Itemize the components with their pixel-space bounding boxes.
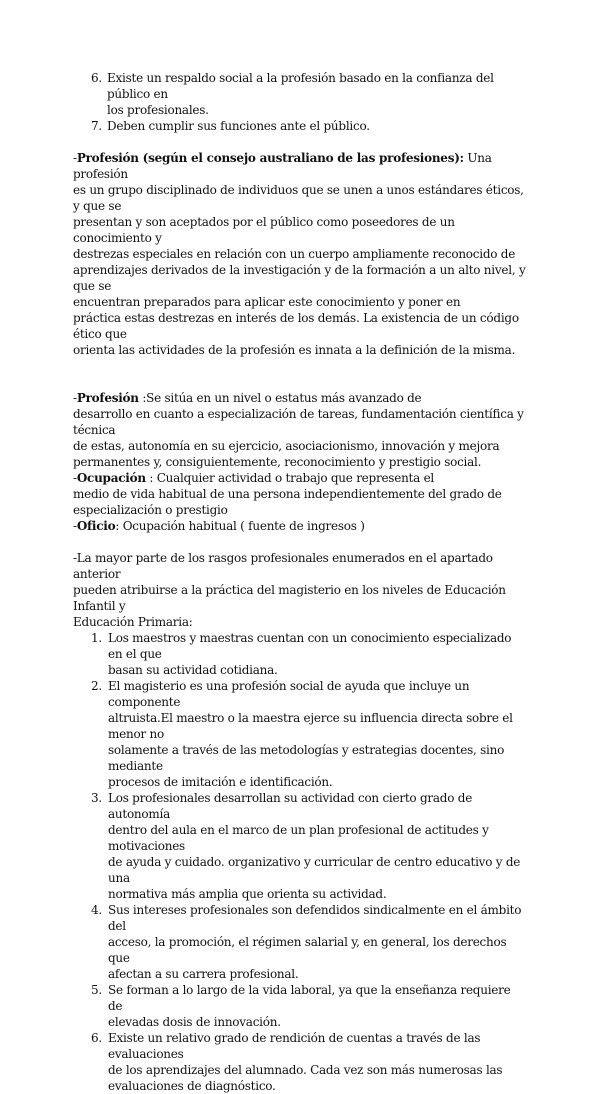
list-line: Sus intereses profesionales son defendidos sindicalmente en el ámbito del	[108, 903, 522, 933]
definition-line: especialización o prestigio	[73, 503, 228, 517]
definition-line: Una profesión	[73, 151, 492, 181]
list-item	[73, 1030, 528, 1094]
definition-australia	[73, 150, 528, 358]
list-item	[73, 70, 528, 118]
list-line: de ayuda y cuidado. organizativo y curricular de centro educativo y de una	[108, 855, 521, 885]
list-line: Se forman a lo largo de la vida laboral, ya que la enseñanza requiere de	[108, 983, 511, 1013]
list-number: 2.	[91, 679, 102, 693]
list-number: 7.	[91, 119, 102, 133]
list-item	[73, 678, 528, 790]
definition-line: : Ocupación habitual ( fuente de ingresos )	[115, 519, 365, 533]
definition-line: de estas, autonomía en su ejercicio, asociacionismo, innovación y mejora	[73, 439, 500, 453]
rasgos-list	[73, 630, 528, 1094]
dash: -	[73, 391, 77, 405]
list-line: elevadas dosis de innovación.	[108, 1015, 281, 1029]
list-item	[73, 630, 528, 678]
list-line: afectan a su carrera profesional.	[108, 967, 299, 981]
definition-line: destrezas especiales en relación con un cuerpo ampliamente reconocido de	[73, 247, 516, 261]
list-line: Deben cumplir sus funciones ante el público.	[107, 119, 370, 133]
list-number: 4.	[91, 903, 102, 917]
term-ocupacion: Ocupación	[76, 471, 146, 485]
list-number: 3.	[91, 791, 102, 805]
definition-line: aprendizajes derivados de la investigación y de la formación a un alto nivel, y que se	[73, 263, 526, 293]
definition-line: práctica estas destrezas en interés de los demás. La existencia de un código ético que	[73, 311, 519, 341]
top-list	[73, 70, 528, 134]
list-line: solamente a través de las metodologías y estrategias docentes, sino mediante	[108, 743, 505, 773]
dash: -	[73, 151, 77, 165]
dash: -	[73, 471, 77, 485]
dash: -	[73, 519, 77, 533]
definition-line: presentan y son aceptados por el público como poseedores de un conocimiento y	[73, 215, 455, 245]
list-number: 1.	[91, 631, 102, 645]
definition-profesion	[73, 390, 528, 470]
definition-oficio	[73, 518, 528, 534]
list-item	[73, 118, 528, 134]
definition-line: permanentes y, consiguientemente, reconocimiento y prestigio social.	[73, 455, 482, 469]
definition-ocupacion	[73, 470, 528, 518]
definition-line: :Se sitúa en un nivel o estatus más avanzado de	[138, 391, 422, 405]
list-line: Los profesionales desarrollan su actividad con cierto grado de autonomía	[108, 791, 473, 821]
list-line: Existe un relativo grado de rendición de cuentas a través de las evaluaciones	[108, 1031, 481, 1061]
list-line: altruista.El maestro o la maestra ejerce su influencia directa sobre el menor no	[108, 711, 513, 741]
definition-line: desarrollo en cuanto a especialización de tareas, fundamentación científica y técnica	[73, 407, 524, 437]
term-profesion-australia: Profesión (según el consejo australiano de las profesiones):	[76, 151, 464, 165]
list-line: procesos de imitación e identificación.	[108, 775, 333, 789]
intro-paragraph	[73, 550, 528, 630]
list-item	[73, 790, 528, 902]
term-oficio: Oficio	[76, 519, 116, 533]
definition-line: : Cualquier actividad o trabajo que representa el	[145, 471, 435, 485]
definition-line: medio de vida habitual de una persona independientemente del grado de	[73, 487, 502, 501]
list-line: Los maestros y maestras cuentan con un conocimiento especializado en el que	[108, 631, 512, 661]
list-item	[73, 902, 528, 982]
list-item	[73, 982, 528, 1030]
list-line: normativa más amplia que orienta su actividad.	[108, 887, 387, 901]
list-number: 6.	[91, 1031, 102, 1045]
list-line: los profesionales.	[107, 103, 209, 117]
list-line: acceso, la promoción, el régimen salarial y, en general, los derechos que	[108, 935, 507, 965]
list-number: 6.	[91, 71, 102, 85]
definition-line: es un grupo disciplinado de individuos que se unen a unos estándares éticos, y que se	[73, 183, 524, 213]
intro-line: -La mayor parte de los rasgos profesionales enumerados en el apartado anterior	[73, 551, 493, 581]
term-profesion: Profesión	[76, 391, 139, 405]
list-line: El magisterio es una profesión social de ayuda que incluye un componente	[108, 679, 470, 709]
list-line: basan su actividad cotidiana.	[108, 663, 278, 677]
definition-line: encuentran preparados para aplicar este conocimiento y poner en	[73, 295, 461, 309]
list-line: de los aprendizajes del alumnado. Cada vez son más numerosas las	[108, 1063, 503, 1077]
list-line: evaluaciones de diagnóstico.	[108, 1079, 276, 1093]
intro-line: pueden atribuirse a la práctica del magisterio en los niveles de Educación Infantil y	[73, 583, 506, 613]
intro-line: Educación Primaria:	[73, 615, 193, 629]
definition-line: orienta las actividades de la profesión es innata a la definición de la misma.	[73, 343, 516, 357]
list-line: dentro del aula en el marco de un plan profesional de actitudes y motivaciones	[108, 823, 489, 853]
list-line: Existe un respaldo social a la profesión basado en la confianza del público en	[107, 71, 494, 101]
list-number: 5.	[91, 983, 102, 997]
